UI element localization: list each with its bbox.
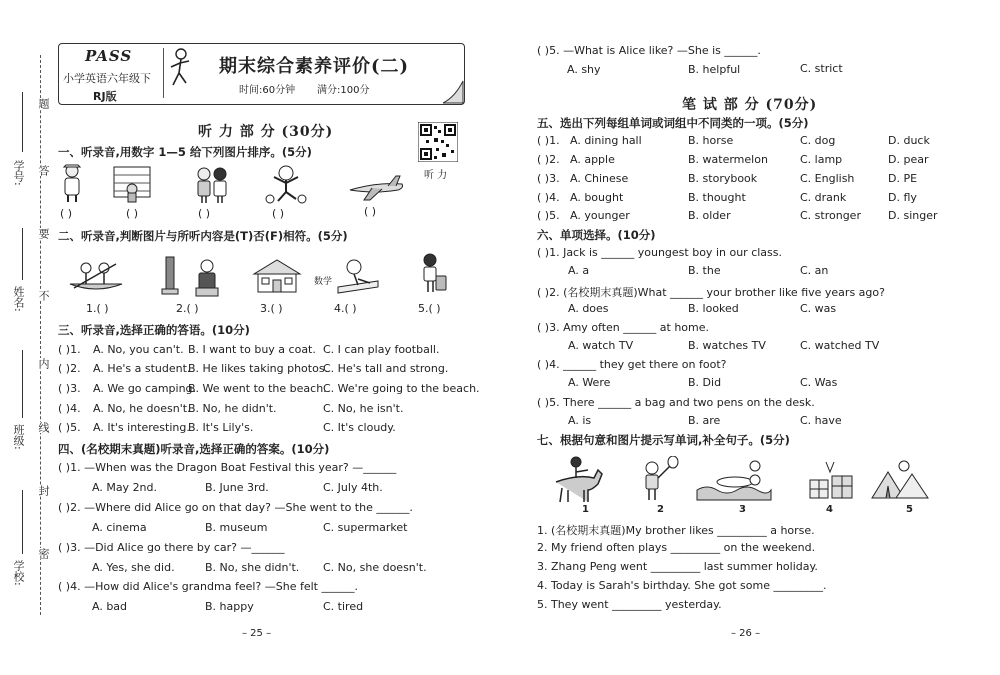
pic-swimming-icon [695, 460, 773, 502]
pic-nurse-icon [58, 163, 86, 203]
option-c[interactable]: C. July 4th. [323, 481, 383, 494]
page-number-left: – 25 – [242, 628, 272, 639]
option-b[interactable]: B. horse [688, 134, 734, 147]
pic-student-writing-icon [336, 257, 380, 295]
option-a[interactable]: A. watch TV [568, 339, 634, 352]
fill-sentence[interactable]: 4. Today is Sarah's birthday. She got some _________. [537, 579, 827, 592]
runner-mascot-icon [167, 47, 193, 91]
question-stem[interactable]: ( )4. —How did Alice's grandma feel? —She felt ______. [58, 580, 358, 593]
binding-blank-student-id[interactable] [22, 92, 23, 152]
option-c[interactable]: C. was [800, 302, 837, 315]
pass-logo: PASS [85, 47, 133, 65]
option-a[interactable]: A. a [568, 264, 590, 277]
option-b[interactable]: B. watermelon [688, 153, 768, 166]
option-c[interactable]: C. English [800, 172, 855, 185]
option-b[interactable]: B. the [688, 264, 721, 277]
option-c[interactable]: C. He's tall and strong. [323, 362, 449, 375]
option-b[interactable]: B. No, he didn't. [188, 402, 277, 415]
option-c[interactable]: C. tired [323, 600, 364, 613]
binding-label-name: 姓名: [12, 286, 25, 312]
seal-char: 密 [37, 548, 50, 559]
s1-blank[interactable]: ( ) [272, 207, 285, 220]
binding-blank-name[interactable] [22, 228, 23, 280]
option-c[interactable]: C. It's cloudy. [323, 421, 396, 434]
pic-girl-suitcase-icon [418, 252, 448, 294]
option-d[interactable]: D. PE [888, 172, 918, 185]
option-c[interactable]: C. an [800, 264, 829, 277]
pic-gifts-icon [806, 458, 856, 502]
option-a[interactable]: A. May 2nd. [92, 481, 158, 494]
seal-char: 线 [37, 422, 50, 433]
option-b[interactable]: B. happy [205, 600, 254, 613]
s2-blank[interactable]: 2.( ) [176, 302, 199, 315]
option-b[interactable]: B. It's Lily's. [188, 421, 254, 434]
fill-sentence[interactable]: 3. Zhang Peng went _________ last summer holiday. [537, 560, 818, 573]
section-4-title: 四、(名校期末真题)听录音,选择正确的答案。(10分) [58, 442, 330, 456]
math-label: 数学 [314, 277, 333, 287]
option-a[interactable]: A. younger [570, 209, 630, 222]
writing-part-title: 笔 试 部 分 (70分) [682, 97, 818, 113]
option-b[interactable]: B. older [688, 209, 731, 222]
fill-sentence[interactable]: 1. (名校期末真题)My brother likes _________ a horse. [537, 524, 815, 537]
binding-blank-school[interactable] [22, 490, 23, 554]
option-b[interactable]: B. Did [688, 376, 722, 389]
exam-time: 时间:60分钟 [239, 85, 296, 96]
question-number[interactable]: ( )3. [537, 172, 560, 185]
option-a[interactable]: A. bought [570, 191, 624, 204]
option-a[interactable]: A. Yes, she did. [92, 561, 175, 574]
option-c[interactable]: C. supermarket [323, 521, 408, 534]
question-number[interactable]: ( )1. [58, 343, 81, 356]
section-2-title: 二、听录音,判断图片与所听内容是(T)否(F)相符。(5分) [58, 229, 348, 243]
option-b[interactable]: B. June 3rd. [205, 481, 269, 494]
s2-blank[interactable]: 4.( ) [334, 302, 357, 315]
pic-badminton-icon [630, 456, 680, 502]
option-a[interactable]: A. He's a student. [93, 362, 191, 375]
exam-score: 满分:100分 [317, 85, 370, 96]
pic-man-phone-icon [192, 258, 222, 298]
pic-rowing-icon [68, 258, 124, 294]
binding-blank-class[interactable] [22, 350, 23, 418]
option-b[interactable]: B. No, she didn't. [205, 561, 300, 574]
option-a[interactable]: A. bad [92, 600, 128, 613]
section-1-title: 一、听录音,用数字 1—5 给下列图片排序。(5分) [58, 145, 312, 159]
option-b[interactable]: B. looked [688, 302, 739, 315]
option-b[interactable]: B. He likes taking photos. [188, 362, 329, 375]
pic-couple-icon [192, 166, 232, 204]
page-number-right: – 26 – [731, 628, 761, 639]
option-a[interactable]: A. cinema [92, 521, 147, 534]
option-b[interactable]: B. We went to the beach. [188, 382, 327, 395]
qr-code[interactable] [418, 122, 458, 162]
pic-dinosaur-icon [160, 255, 180, 295]
seal-char: 封 [37, 485, 50, 496]
option-a[interactable]: A. We go camping. [93, 382, 197, 395]
option-b[interactable]: B. museum [205, 521, 268, 534]
option-c[interactable]: C. strict [800, 62, 843, 75]
qr-label: 听 力 [424, 170, 448, 181]
pic-house-icon [252, 258, 302, 294]
option-c[interactable]: C. No, he isn't. [323, 402, 404, 415]
option-d[interactable]: D. pear [888, 153, 929, 166]
option-c[interactable]: C. have [800, 414, 842, 427]
seal-char: 要 [37, 228, 50, 239]
page-curl-icon [441, 79, 465, 105]
option-b[interactable]: B. thought [688, 191, 746, 204]
seal-char: 内 [37, 358, 50, 369]
s7-pic-number: 1 [582, 504, 589, 515]
option-c[interactable]: C. I can play football. [323, 343, 440, 356]
pic-camping-icon [868, 458, 930, 502]
question-stem[interactable]: ( )5. —What is Alice like? —She is ______. [537, 44, 761, 57]
binding-label-student-id: 学号: [12, 160, 25, 186]
option-a[interactable]: A. No, you can't. [93, 343, 184, 356]
s2-blank[interactable]: 5.( ) [418, 302, 441, 315]
question-number[interactable]: ( )3. [58, 382, 81, 395]
section-6-title: 六、单项选择。(10分) [537, 228, 656, 242]
option-c[interactable]: C. No, she doesn't. [323, 561, 427, 574]
question-number[interactable]: ( )2. [537, 153, 560, 166]
question-stem[interactable]: ( )1. —When was the Dragon Boat Festival this year? —______ [58, 461, 397, 474]
option-b[interactable]: B. I want to buy a coat. [188, 343, 316, 356]
s2-blank[interactable]: 3.( ) [260, 302, 283, 315]
option-d[interactable]: D. fly [888, 191, 917, 204]
seal-char: 题 [37, 98, 50, 109]
pic-airplane-icon [348, 172, 404, 202]
header-divider [163, 48, 164, 98]
option-a[interactable]: A. No, he doesn't. [93, 402, 191, 415]
s1-blank[interactable]: ( ) [60, 207, 73, 220]
question-number[interactable]: ( )4. [58, 402, 81, 415]
s1-blank[interactable]: ( ) [364, 205, 377, 218]
option-a[interactable]: A. is [568, 414, 592, 427]
section-3-title: 三、听录音,选择正确的答语。(10分) [58, 323, 250, 337]
option-b[interactable]: B. are [688, 414, 721, 427]
option-d[interactable]: D. singer [888, 209, 938, 222]
question-stem[interactable]: ( )5. There ______ a bag and two pens on the desk. [537, 396, 815, 409]
pic-horse-riding-icon [548, 456, 604, 504]
seal-char: 不 [37, 290, 50, 301]
question-number[interactable]: ( )4. [537, 191, 560, 204]
option-a[interactable]: A. does [568, 302, 609, 315]
question-stem[interactable]: ( )1. Jack is ______ youngest boy in our class. [537, 246, 782, 259]
option-a[interactable]: A. Chinese [570, 172, 629, 185]
s1-blank[interactable]: ( ) [198, 207, 211, 220]
option-c[interactable]: C. drank [800, 191, 847, 204]
question-stem[interactable]: ( )3. —Did Alice go there by car? —______ [58, 541, 285, 554]
option-c[interactable]: C. Was [800, 376, 838, 389]
binding-label-class: 班级: [12, 424, 25, 450]
option-d[interactable]: D. duck [888, 134, 930, 147]
pic-shop-icon [112, 163, 152, 203]
option-a[interactable]: A. Were [568, 376, 611, 389]
s7-pic-number: 4 [826, 504, 833, 515]
header-banner [58, 43, 465, 105]
seal-char: 答 [37, 165, 50, 176]
section-5-title: 五、选出下列每组单词或词组中不同类的一项。(5分) [537, 116, 809, 130]
option-a[interactable]: A. apple [570, 153, 615, 166]
fill-sentence[interactable]: 2. My friend often plays _________ on the weekend. [537, 541, 816, 554]
question-stem[interactable]: ( )2. —Where did Alice go on that day? —She went to the ______. [58, 501, 413, 514]
s2-blank[interactable]: 1.( ) [86, 302, 109, 315]
option-c[interactable]: C. watched TV [800, 339, 880, 352]
option-b[interactable]: B. helpful [688, 63, 741, 76]
s7-pic-number: 2 [657, 504, 664, 515]
s7-pic-number: 5 [906, 504, 913, 515]
exam-title: 期末综合素养评价(二) [219, 56, 410, 77]
option-b[interactable]: B. watches TV [688, 339, 766, 352]
option-c[interactable]: C. stronger [800, 209, 861, 222]
binding-label-school: 学校: [12, 560, 25, 586]
option-a[interactable]: A. dining hall [570, 134, 642, 147]
question-number[interactable]: ( )5. [58, 421, 81, 434]
listening-part-title: 听 力 部 分 (30分) [198, 124, 334, 140]
question-stem[interactable]: ( )3. Amy often ______ at home. [537, 321, 710, 334]
question-number[interactable]: ( )1. [537, 134, 560, 147]
question-stem[interactable]: ( )4. ______ they get there on foot? [537, 358, 727, 371]
option-c[interactable]: C. We're going to the beach. [323, 382, 480, 395]
question-stem[interactable]: ( )2. (名校期末真题)What ______ your brother like five years ago? [537, 286, 885, 299]
option-a[interactable]: A. shy [567, 63, 601, 76]
option-c[interactable]: C. lamp [800, 153, 843, 166]
question-number[interactable]: ( )5. [537, 209, 560, 222]
option-b[interactable]: B. storybook [688, 172, 758, 185]
option-c[interactable]: C. dog [800, 134, 836, 147]
s1-blank[interactable]: ( ) [126, 207, 139, 220]
section-7-title: 七、根据句意和图片提示写单词,补全句子。(5分) [537, 433, 790, 447]
pic-football-boy-icon [264, 163, 308, 205]
binding-margin [0, 0, 58, 675]
binding-dashed-line [40, 55, 41, 615]
series-label: 小学英语六年级下 [63, 72, 151, 85]
question-number[interactable]: ( )2. [58, 362, 81, 375]
option-a[interactable]: A. It's interesting. [93, 421, 190, 434]
fill-sentence[interactable]: 5. They went _________ yesterday. [537, 598, 722, 611]
s7-pic-number: 3 [739, 504, 746, 515]
edition-label: RJ版 [93, 90, 117, 103]
